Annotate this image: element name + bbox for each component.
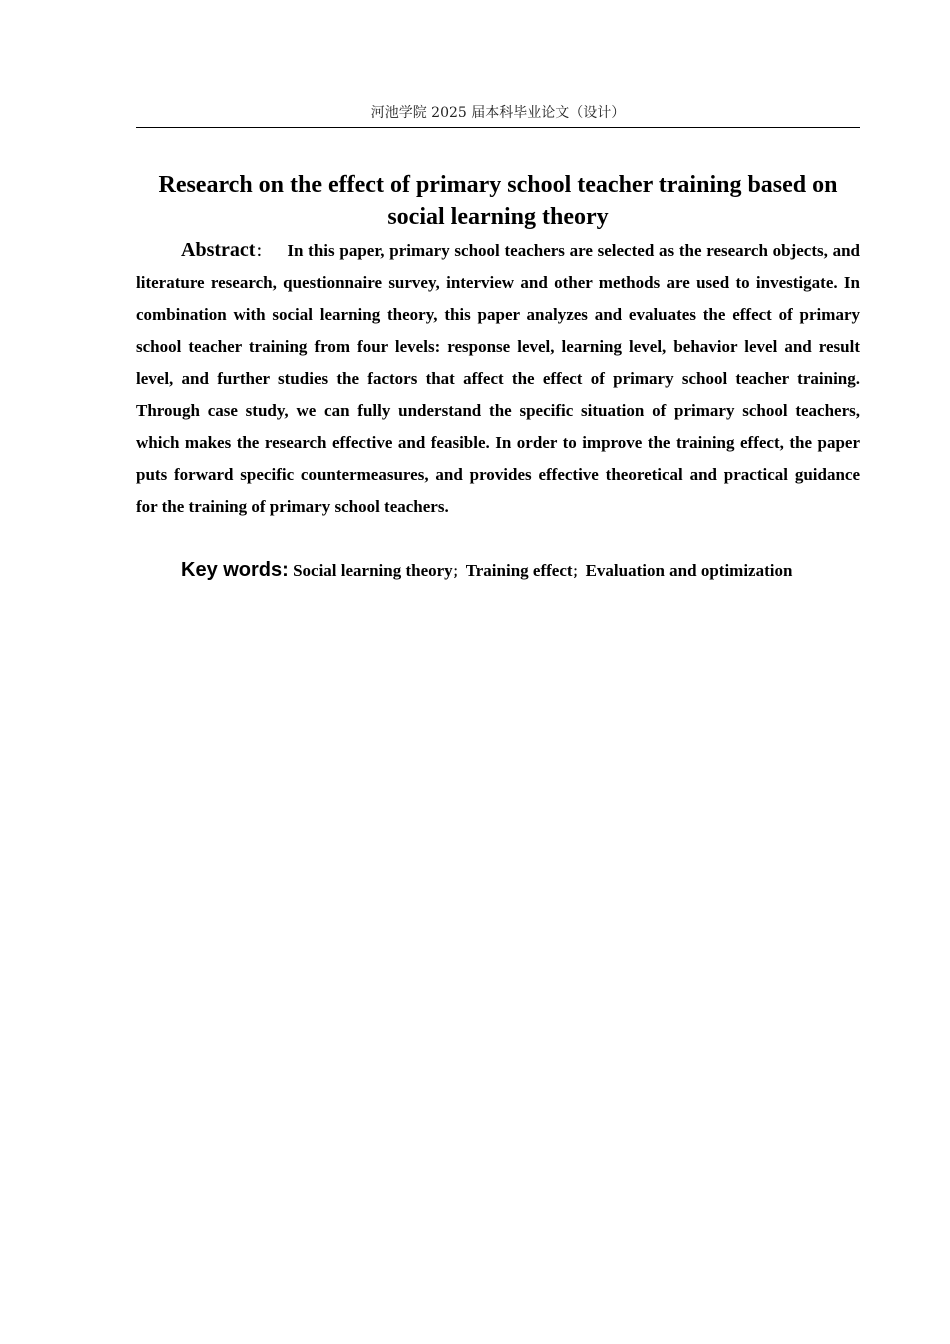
paper-title-line-2: social learning theory	[387, 204, 609, 230]
abstract-paragraph	[136, 234, 860, 523]
abstract-colon: ：	[255, 242, 272, 260]
running-header: 河池学院 2025 届本科毕业论文（设计）	[370, 105, 626, 121]
keyword-item: Social learning theory	[293, 561, 453, 580]
abstract-text: In this paper, primary school teachers are selected as the research objects, and literature research, questionnaire survey, interview and other methods are used to investigate. In combination with social learning theory, this paper analyzes and evaluates the effect of primary school teacher training from four levels: response level, learning level, behavior level and result level, and further studies the factors that affect the effect of primary school teacher training. Through case study, we can fully understand the specific situation of primary school teachers, which makes the research effective and feasible. In order to improve the training effect, the paper puts forward specific countermeasures, and provides effective theoretical and practical guidance for the training of primary school teachers.	[136, 241, 860, 516]
abstract-label: Abstract	[181, 239, 256, 261]
keyword-separator: ；	[572, 565, 586, 580]
paper-title-line-1: Research on the effect of primary school teacher training based on	[158, 172, 838, 198]
keyword-item: Evaluation and optimization	[585, 561, 793, 580]
paper-title	[136, 169, 860, 233]
keywords-line	[136, 554, 860, 589]
keyword-item: Training effect	[465, 561, 573, 580]
header-rule	[136, 127, 860, 128]
keywords-label: Key words:	[181, 559, 289, 581]
keyword-separator: ；	[452, 565, 466, 580]
